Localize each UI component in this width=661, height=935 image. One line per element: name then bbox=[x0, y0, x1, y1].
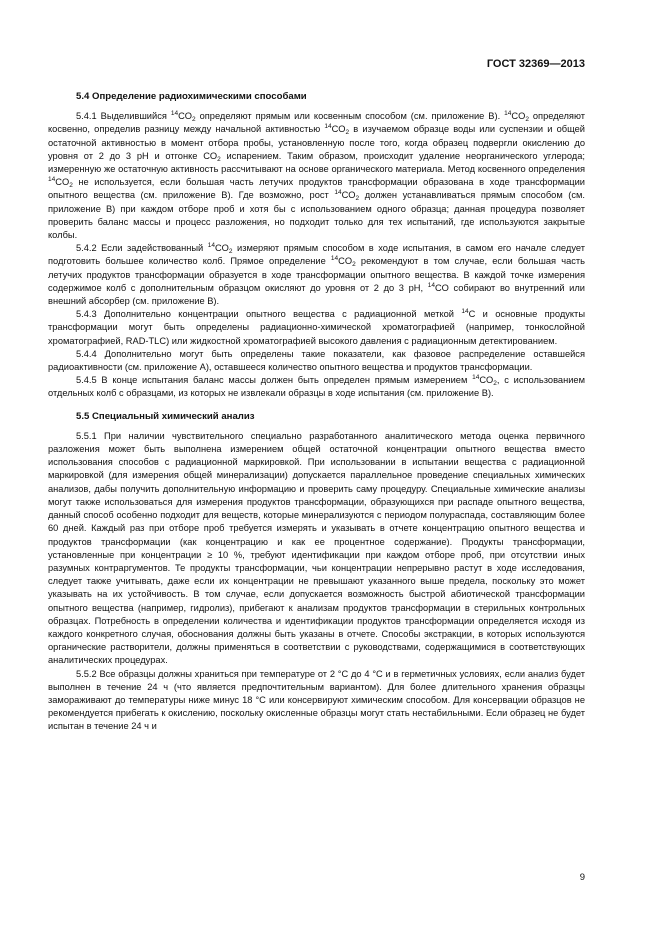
document-code: ГОСТ 32369—2013 bbox=[486, 58, 585, 70]
paragraph-5-4-4: 5.4.4 Дополнительно могут быть определены такие показатели, как фазовое распределение оставшейся радиоактивности (см. приложение А), оставшееся количество опытного вещества и продуктов трансформации. bbox=[48, 348, 585, 373]
paragraph-5-4-3: 5.4.3 Дополнительно концентрации опытного вещества с радиационной меткой $^{14}$C и основные продукты трансформации могут быть определены радиационно-химической хроматографией (например, тонкослойной хроматографией, RAD-TLC) или жидкостной хроматографией высокого давления с радиационным детектированием. bbox=[48, 308, 586, 346]
paragraph-5-4-1: 5.4.1 Выделившийся $^{14}CO_2$ определяют прямым или косвенным способом (см. приложение В). $^{14}CO_2$ определяют косвенно, определив разницу между начальной активностью $^{14}CO_2$ в изучаемом образце воды или суспензии и общей остаточной активностью в момент отбора пробы, установленную после того, когда образец подвергли окислению до уровня от 2 до 3 pH и отгонке $CO_2$ испарением. Таким образом, происходит удаление неорганического углерода; измеренную же остаточную активность рассчитывают на основе органического материала. Метод косвенного определения $^{14}CO_2$ не используется, если большая часть летучих продуктов трансформации образована в ходе трансформации опытного вещества (см. приложение В). Где возможно, рост $^{14}CO_2$ должен устанавливаться прямым способом (см. приложение В) при каждом отборе проб и хотя бы с использованием одного образца; данная процедура позволяет проверить баланс массы и процесс разложения, но подходит только для тех испытаний, где используются закрытые колбы. bbox=[48, 110, 585, 241]
paragraph-5-4-5: 5.4.5 В конце испытания баланс массы должен быть определен прямым измерением $^{14}CO_2$, с использованием отдельных колб с образцами, из которых не извлекали образцы в ходе испытания (см. приложение В). bbox=[48, 374, 585, 399]
paragraph-5-5-2: 5.5.2 Все образцы должны храниться при температуре от 2 °С до 4 °С и в герметичных условиях, если анализ будет выполнен в течение 24 ч (что является предпочтительным вариантом). Для более длительного хранения образцы замораживают до температуры ниже минус 18 °С или консервируют химическим способом. Для консервации образцов не рекомендуется прибегать к окислению, поскольку окисленные образцы могут стать нестабильными. Если образец не будет испытан в течение 24 ч и bbox=[48, 668, 585, 732]
page-content bbox=[48, 90, 585, 734]
paragraph-5-5-1: 5.5.1 При наличии чувствительного специально разработанного аналитического метода оценка первичного разложения может быть выполнена измерением общей остаточной концентрации опытного вещества вместо использования способов с радиационной маркировкой. При использовании в испытании вещества с радиационной маркировкой (для измерения общей минерализации) допускается параллельное проведение специальных химических анализов, дабы получить дополнительную информацию и проверить саму процедуру. Специальные химические анализы могут также использоваться для измерения продуктов трансформации, образующихся при распаде опытного вещества, данный способ особенно подходит для веществ, которые минерализуются с периодом полураспада, составляющим более 60 дней. Каждый раз при отборе проб требуется измерять и указывать в отчете концентрацию опытного вещества и продуктов трансформации (как концентрацию и как ее процентное содержание). Продукты трансформации, установленные при концентрации ≥ 10 %, требуют идентификации при каждом отборе проб, при отсутствии иных разумных контраргументов. Те продукты трансформации, чьи концентрации непрерывно растут в ходе исследования, следует также учитывать, даже если их концентрации не превышают указанного выше предела, поскольку это может указывать на их устойчивость. В том случае, если допускается возможность быстрой абиотической трансформации опытного вещества (например, гидролиз), прибегают к анализам продуктов трансформации в стерильных контрольных образцах. Потребность в определении количества и идентификации продуктов трансформации определяется исходя из каждого конкретного случая, обоснования должны быть указаны в отчете. Способы экстракции, в которых используются органические растворители, должны применяться в соответствии с руководствами, содержащимися в соответствующих аналитических процедурах. bbox=[48, 430, 585, 666]
section-5-5-title: 5.5 Специальный химический анализ bbox=[76, 410, 255, 422]
page-number: 9 bbox=[579, 872, 585, 883]
section-5-4-title: 5.4 Определение радиохимическими способами bbox=[76, 91, 307, 102]
section-gap bbox=[48, 401, 585, 410]
paragraph-5-4-2: 5.4.2 Если задействованный $^{14}CO_2$ измеряют прямым способом в ходе испытания, в самом его начале следует подготовить большее количество колб. Прямое определение $^{14}CO_2$ рекомендуют в том случае, если большая часть летучих продуктов трансформации образуется в ходе трансформации опытного вещества. В каждой точке измерения содержимое колб с дополнительным образцом окисляют до уровня от 2 до 3 pH, $^{14}$CO собирают во внутренний или внешний абсорбер (см. приложение В). bbox=[48, 242, 585, 307]
